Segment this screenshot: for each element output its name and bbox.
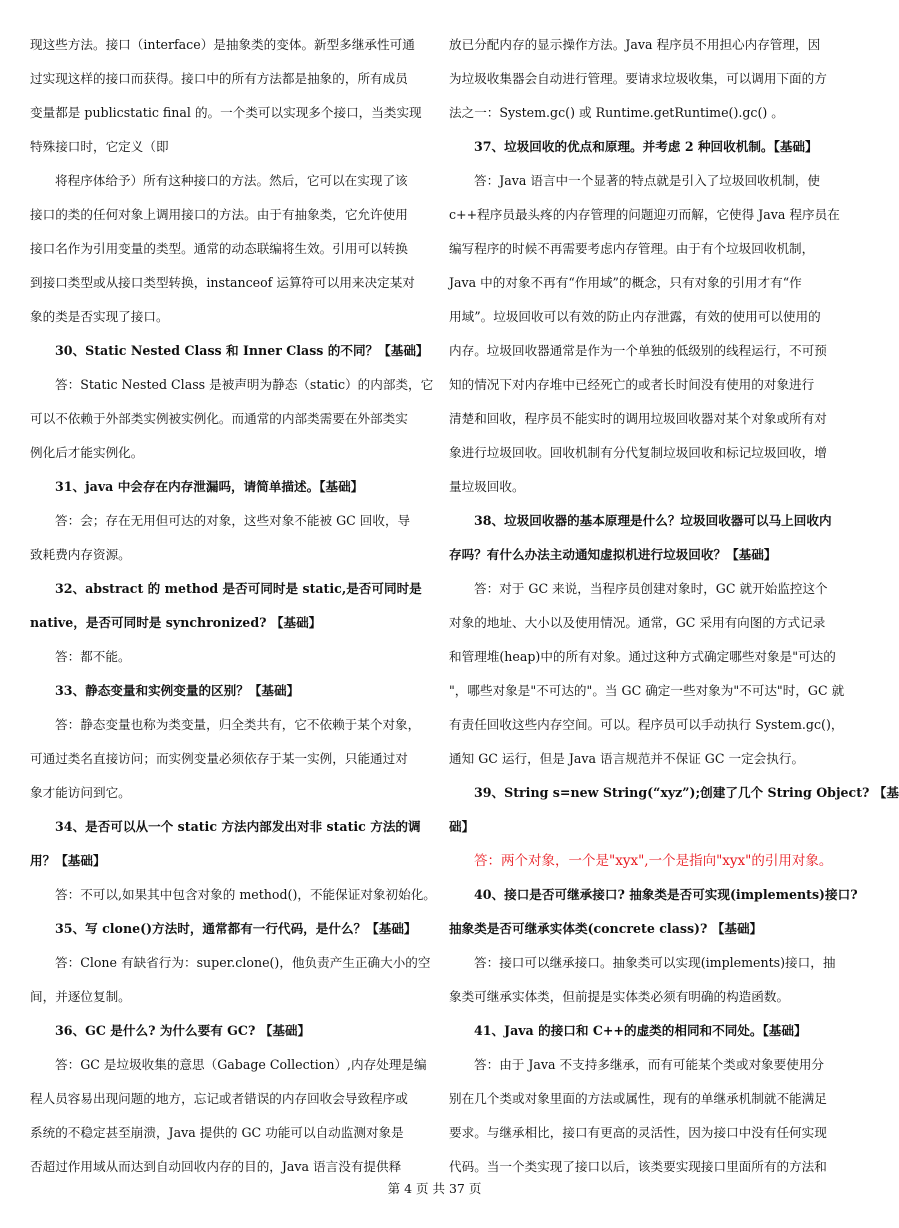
text-line: 编写程序的时候不再需要考虑内存管理。由于有个垃圾回收机制，	[449, 241, 815, 256]
text-line: 为垃圾收集器会自动进行管理。要请求垃圾收集，可以调用下面的方	[449, 71, 827, 86]
text-line: 内存。垃圾回收器通常是作为一个单独的低级别的线程运行，不可预	[449, 343, 827, 358]
question-heading-line: 41、Java 的接口和 C++的虚类的相同和不同处。【基础】	[474, 1023, 807, 1038]
question-heading-line: 31、java 中会存在内存泄漏吗，请简单描述。【基础】	[55, 479, 364, 494]
text-line: 致耗费内存资源。	[30, 547, 131, 562]
text-line: 答：都不能。	[55, 649, 131, 664]
text-line: 答：会；存在无用但可达的对象，这些对象不能被 GC 回收，导	[55, 513, 411, 528]
text-line: 答：不可以,如果其中包含对象的 method()，不能保证对象初始化。	[55, 887, 436, 902]
text-line: 答：静态变量也称为类变量，归全类共有，它不依赖于某个对象，	[55, 717, 421, 732]
text-line: 和管理堆(heap)中的所有对象。通过这种方式确定哪些对象是"可达的	[449, 649, 836, 664]
text-line: 否超过作用域从而达到自动回收内存的目的，Java 语言没有提供释	[30, 1159, 402, 1174]
text-line: 答：由于 Java 不支持多继承，而有可能某个类或对象要使用分	[474, 1057, 825, 1072]
text-line: c++程序员最头疼的内存管理的问题迎刃而解，它使得 Java 程序员在	[449, 207, 840, 222]
text-line: 要求。与继承相比，接口有更高的灵活性，因为接口中没有任何实现	[449, 1125, 827, 1140]
left-text-column	[30, 28, 436, 1184]
text-line: 答：Clone 有缺省行为：super.clone()，他负责产生正确大小的空	[55, 955, 431, 970]
question-heading-line: 30、Static Nested Class 和 Inner Class 的不同？【基础】	[55, 343, 429, 358]
text-line: 可以不依赖于外部类实例被实例化。而通常的内部类需要在外部类实	[30, 411, 408, 426]
text-line: 对象的地址、大小以及使用情况。通常，GC 采用有向图的方式记录	[449, 615, 826, 630]
question-heading-line: 38、垃圾回收器的基本原理是什么？垃圾回收器可以马上回收内	[474, 513, 832, 528]
text-line: 法之一：System.gc() 或 Runtime.getRuntime().gc() 。	[449, 105, 784, 120]
text-line: 答：对于 GC 来说，当程序员创建对象时，GC 就开始监控这个	[474, 581, 828, 596]
text-line: 系统的不稳定甚至崩溃，Java 提供的 GC 功能可以自动监测对象是	[30, 1125, 404, 1140]
question-heading-line: 37、垃圾回收的优点和原理。并考虑 2 种回收机制。【基础】	[474, 139, 818, 154]
text-line: 象的类是否实现了接口。	[30, 309, 169, 324]
text-line: 别在几个类或对象里面的方法或属性，现有的单继承机制就不能满足	[449, 1091, 827, 1106]
text-line: 接口的类的任何对象上调用接口的方法。由于有抽象类，它允许使用	[30, 207, 408, 222]
highlighted-answer-line: 答：两个对象，一个是"xyx",一个是指向"xyx"的引用对象。	[474, 853, 833, 869]
question-heading-line: 40、接口是否可继承接口? 抽象类是否可实现(implements)接口?	[474, 887, 858, 902]
text-line: 答：接口可以继承接口。抽象类可以实现(implements)接口，抽	[474, 955, 836, 970]
question-heading-line: 抽象类是否可继承实体类(concrete class)? 【基础】	[449, 921, 763, 936]
question-heading-line: 32、abstract 的 method 是否可同时是 static,是否可同时是	[55, 581, 422, 596]
question-heading-line: 33、静态变量和实例变量的区别？【基础】	[55, 683, 300, 698]
text-line: 量垃圾回收。	[449, 479, 525, 494]
question-heading-line: 用？【基础】	[30, 853, 106, 868]
question-heading-line: 34、是否可以从一个 static 方法内部发出对非 static 方法的调	[55, 819, 421, 834]
text-line: 清楚和回收，程序员不能实时的调用垃圾回收器对某个对象或所有对	[449, 411, 827, 426]
text-line: Java 中的对象不再有“作用域”的概念，只有对象的引用才有“作	[449, 275, 802, 290]
text-line: 程人员容易出现问题的地方，忘记或者错误的内存回收会导致程序或	[30, 1091, 408, 1106]
text-line: "，哪些对象是"不可达的"。当 GC 确定一些对象为"不可达"时，GC 就	[449, 683, 845, 698]
text-line: 象进行垃圾回收。回收机制有分代复制垃圾回收和标记垃圾回收，增	[449, 445, 827, 460]
right-text-column	[449, 28, 899, 1184]
question-heading-line: 存吗？有什么办法主动通知虚拟机进行垃圾回收？【基础】	[449, 547, 777, 562]
text-line: 知的情况下对内存堆中已经死亡的或者长时间没有使用的对象进行	[449, 377, 815, 392]
text-line: 象类可继承实体类，但前提是实体类必须有明确的构造函数。	[449, 989, 790, 1004]
text-line: 答：Java 语言中一个显著的特点就是引入了垃圾回收机制，使	[474, 173, 821, 188]
page-footer: 第 4 页 共 37 页	[387, 1181, 482, 1196]
question-heading-line: native，是否可同时是 synchronized? 【基础】	[30, 615, 322, 630]
question-heading-line: 36、GC 是什么? 为什么要有 GC? 【基础】	[55, 1023, 311, 1038]
text-line: 放已分配内存的显示操作方法。Java 程序员不用担心内存管理，因	[449, 37, 821, 52]
question-heading-line: 35、写 clone()方法时，通常都有一行代码，是什么？【基础】	[55, 921, 417, 936]
text-line: 过实现这样的接口而获得。接口中的所有方法都是抽象的，所有成员	[30, 71, 408, 86]
text-line: 答：GC 是垃圾收集的意思（Gabage Collection）,内存处理是编	[55, 1057, 427, 1072]
text-line: 现这些方法。接口（interface）是抽象类的变体。新型多继承性可通	[30, 37, 415, 52]
text-line: 变量都是 publicstatic final 的。一个类可以实现多个接口，当类实现	[30, 105, 422, 120]
text-line: 将程序体给予）所有这种接口的方法。然后，它可以在实现了该	[55, 173, 408, 188]
text-line: 接口名作为引用变量的类型。通常的动态联编将生效。引用可以转换	[30, 241, 408, 256]
text-line: 到接口类型或从接口类型转换，instanceof 运算符可以用来决定某对	[30, 275, 415, 290]
text-line: 代码。当一个类实现了接口以后，该类要实现接口里面所有的方法和	[449, 1159, 827, 1174]
text-line: 可通过类名直接访问；而实例变量必须依存于某一实例，只能通过对	[30, 751, 408, 766]
text-line: 通知 GC 运行，但是 Java 语言规范并不保证 GC 一定会执行。	[449, 751, 805, 766]
text-line: 间，并逐位复制。	[30, 989, 131, 1004]
text-line: 用域”。垃圾回收可以有效的防止内存泄露，有效的使用可以使用的	[449, 309, 821, 324]
question-heading-line: 础】	[449, 819, 475, 834]
text-line: 特殊接口时，它定义（即	[30, 139, 169, 154]
question-heading-line: 39、String s=new String(“xyz”);创建了几个 String Object? 【基	[474, 785, 899, 800]
text-line: 有责任回收这些内存空间。可以。程序员可以手动执行 System.gc()，	[449, 717, 844, 732]
text-line: 象才能访问到它。	[30, 785, 131, 800]
text-line: 例化后才能实例化。	[30, 445, 144, 460]
text-line: 答：Static Nested Class 是被声明为静态（static）的内部类，它	[55, 377, 434, 392]
